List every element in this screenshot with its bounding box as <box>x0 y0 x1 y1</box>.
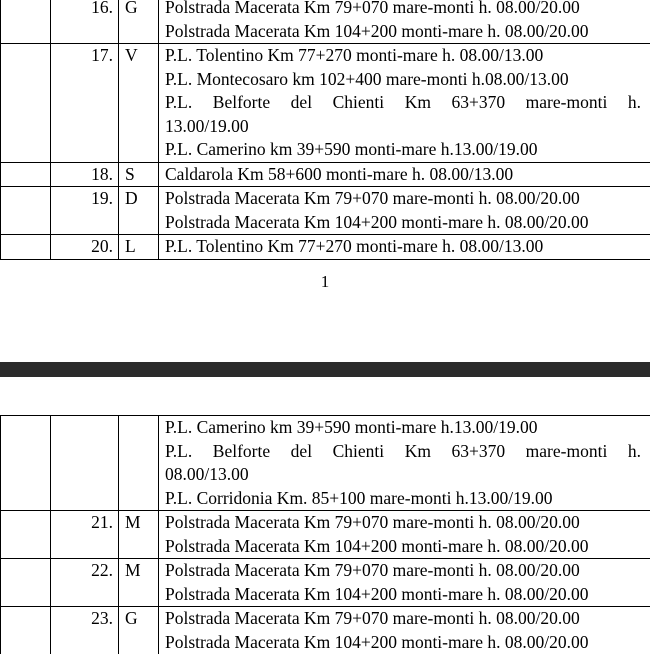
empty-cell <box>1 559 51 607</box>
row-number: 16. <box>51 0 119 44</box>
checkpoint-cell <box>159 559 650 607</box>
checkpoint-line: P.L. Camerino km 39+590 monti-mare h.13.00/19.00 <box>165 416 641 440</box>
checkpoint-line: P.L. Camerino km 39+590 monti-mare h.13.00/19.00 <box>165 138 641 162</box>
checkpoint-cell <box>159 416 650 511</box>
checkpoint-cell <box>159 162 650 187</box>
weekday-letter: M <box>119 559 159 607</box>
checkpoint-cell <box>159 187 650 235</box>
schedule-table-page-2 <box>0 415 650 654</box>
empty-cell <box>1 162 51 187</box>
weekday-letter: G <box>119 607 159 654</box>
checkpoint-cell <box>159 235 650 260</box>
weekday-letter: D <box>119 187 159 235</box>
row-number: 21. <box>51 511 119 559</box>
checkpoint-line: P.L. Montecosaro km 102+400 mare-monti h.08.00/13.00 <box>165 68 641 92</box>
row-number <box>51 416 119 511</box>
checkpoint-line: 08.00/13.00 <box>165 463 641 487</box>
weekday-letter: V <box>119 44 159 163</box>
checkpoint-line: P.L. Tolentino Km 77+270 monti-mare h. 08.00/13.00 <box>165 235 641 259</box>
table-row <box>1 0 650 44</box>
checkpoint-line: Polstrada Macerata Km 79+070 mare-monti h. 08.00/20.00 <box>165 187 641 211</box>
checkpoint-cell <box>159 44 650 163</box>
row-number: 20. <box>51 235 119 260</box>
row-number: 18. <box>51 162 119 187</box>
table-row <box>1 44 650 163</box>
checkpoint-line: P.L. Tolentino Km 77+270 monti-mare h. 08.00/13.00 <box>165 44 641 68</box>
checkpoint-cell <box>159 511 650 559</box>
empty-cell <box>1 187 51 235</box>
empty-cell <box>1 511 51 559</box>
checkpoint-line: Polstrada Macerata Km 104+200 monti-mare h. 08.00/20.00 <box>165 535 641 559</box>
table-row <box>1 416 650 511</box>
checkpoint-line: P.L. Belforte del Chienti Km 63+370 mare-monti h. <box>165 91 641 115</box>
checkpoint-line: Polstrada Macerata Km 104+200 monti-mare h. 08.00/20.00 <box>165 631 641 654</box>
checkpoint-line: Polstrada Macerata Km 104+200 monti-mare h. 08.00/20.00 <box>165 211 641 235</box>
checkpoint-line: Polstrada Macerata Km 79+070 mare-monti h. 08.00/20.00 <box>165 607 641 631</box>
checkpoint-line: Polstrada Macerata Km 104+200 monti-mare h. 08.00/20.00 <box>165 583 641 607</box>
checkpoint-line: 13.00/19.00 <box>165 115 641 139</box>
weekday-letter: S <box>119 162 159 187</box>
checkpoint-line: P.L. Belforte del Chienti Km 63+370 mare-monti h. <box>165 440 641 464</box>
row-number: 17. <box>51 44 119 163</box>
checkpoint-cell <box>159 0 650 44</box>
weekday-letter: L <box>119 235 159 260</box>
table-row <box>1 511 650 559</box>
schedule-table-page-1 <box>0 0 650 260</box>
empty-cell <box>1 235 51 260</box>
weekday-letter <box>119 416 159 511</box>
table-row <box>1 187 650 235</box>
empty-cell <box>1 0 51 44</box>
empty-cell <box>1 416 51 511</box>
table-row <box>1 559 650 607</box>
checkpoint-line: Polstrada Macerata Km 79+070 mare-monti h. 08.00/20.00 <box>165 559 641 583</box>
checkpoint-line: Caldarola Km 58+600 monti-mare h. 08.00/13.00 <box>165 163 641 187</box>
page-separator <box>0 362 650 377</box>
empty-cell <box>1 44 51 163</box>
checkpoint-line: Polstrada Macerata Km 79+070 mare-monti h. 08.00/20.00 <box>165 511 641 535</box>
weekday-letter: G <box>119 0 159 44</box>
table-row <box>1 162 650 187</box>
checkpoint-line: P.L. Corridonia Km. 85+100 mare-monti h.13.00/19.00 <box>165 487 641 511</box>
table-row <box>1 235 650 260</box>
checkpoint-line: Polstrada Macerata Km 79+070 mare-monti h. 08.00/20.00 <box>165 0 641 20</box>
checkpoint-line: Polstrada Macerata Km 104+200 monti-mare h. 08.00/20.00 <box>165 20 641 44</box>
weekday-letter: M <box>119 511 159 559</box>
row-number: 23. <box>51 607 119 654</box>
row-number: 19. <box>51 187 119 235</box>
row-number: 22. <box>51 559 119 607</box>
page-number: 1 <box>0 272 650 292</box>
